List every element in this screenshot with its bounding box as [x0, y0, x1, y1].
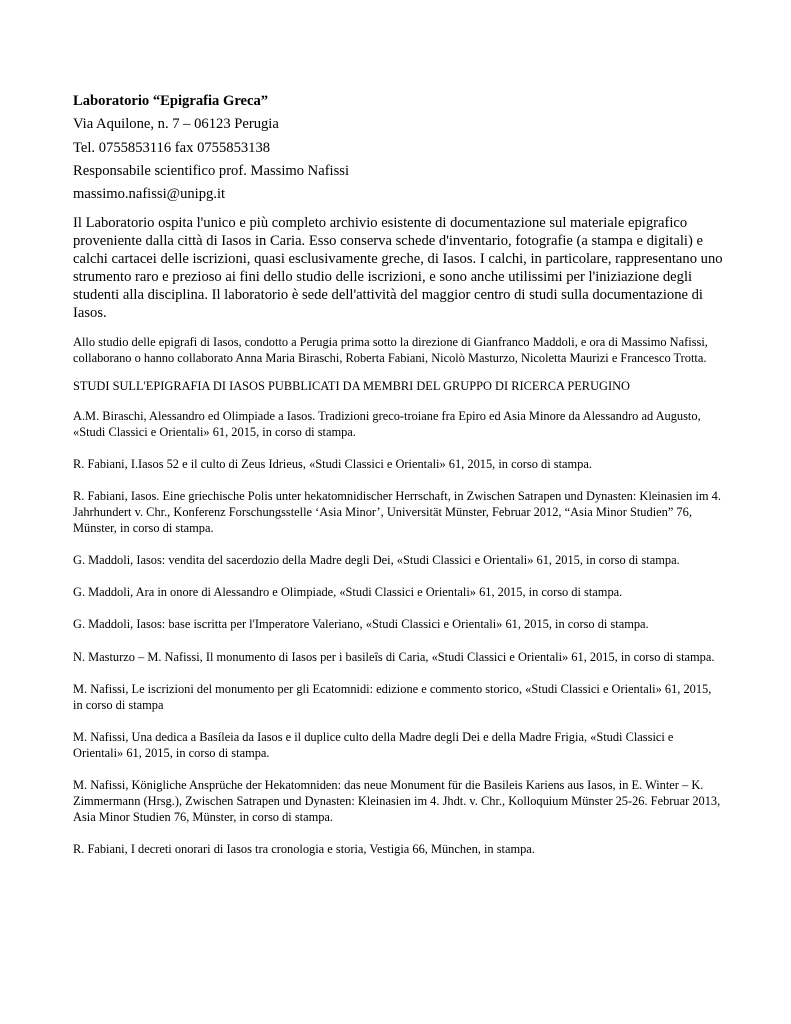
- publication-item: G. Maddoli, Iasos: base iscritta per l'Imperatore Valeriano, «Studi Classici e Orientali» 61, 2015, in corso di stampa.: [73, 617, 649, 632]
- publication-item: R. Fabiani, I decreti onorari di Iasos tra cronologia e storia, Vestigia 66, München, in stampa.: [73, 842, 535, 857]
- publication-item: M. Nafissi, Königliche Ansprüche der Hekatomniden: das neue Monument für die Basileis Kariens aus Iasos, in E. Winter – K. Zimmermann (Hrsg.), Zwischen Satrapen und Dynasten: Kleinasien im 4. Jhdt. v. Chr., Kolloquium Münster 25-26. Februar 2013, Asia Minor Studien 76, Münster, in corso di stampa.: [73, 778, 721, 825]
- publications-list: [73, 408, 723, 858]
- publication-item: N. Masturzo – M. Nafissi, Il monumento di Iasos per i basileîs di Caria, «Studi Classici e Orientali» 61, 2015, in corso di stampa.: [73, 649, 715, 664]
- publication-item: R. Fabiani, I.Iasos 52 e il culto di Zeus Idrieus, «Studi Classici e Orientali» 61, 2015, in corso di stampa.: [73, 456, 592, 471]
- lab-responsible: Responsabile scientifico prof. Massimo Nafissi: [73, 162, 350, 179]
- lab-phone: Tel. 0755853116 fax 0755853138: [73, 139, 271, 156]
- collaborators-paragraph: Allo studio delle epigrafi di Iasos, condotto a Perugia prima sotto la direzione di Gianfranco Maddoli, e ora di Massimo Nafissi, collaborano o hanno collaborato Anna Maria Biraschi, Roberta Fabiani, Nicolò Masturzo, Nicoletta Maurizi e Francesco Trotta.: [73, 334, 708, 365]
- publication-item: G. Maddoli, Iasos: vendita del sacerdozio della Madre degli Dei, «Studi Classici e Orientali» 61, 2015, in corso di stampa.: [73, 553, 680, 568]
- intro-paragraph: Il Laboratorio ospita l'unico e più completo archivio esistente di documentazione sul materiale epigrafico proveniente dalla città di Iasos in Caria. Esso conserva schede d'inventario, fotografie (a stampa e digitali) e calchi cartacei delle iscrizioni, quasi esclusivamente greche, di Iasos. I calchi, in particolare, rappresentano uno strumento raro e prezioso ai fini dello studio delle iscrizioni, e sono anche utilissimi per l'iniziazione degli studenti alla disciplina. Il laboratorio è sede dell'attività del maggior centro di studi sulla documentazione di Iasos.: [73, 215, 723, 322]
- publications-heading: STUDI SULL'EPIGRAFIA DI IASOS PUBBLICATI DA MEMBRI DEL GRUPPO DI RICERCA PERUGINO: [73, 379, 630, 394]
- publication-item: A.M. Biraschi, Alessandro ed Olimpiade a Iasos. Tradizioni greco-troiane fra Epiro ed Asia Minore da Alessandro ad Augusto, «Studi Classici e Orientali» 61, 2015, in corso di stampa.: [73, 408, 701, 439]
- publication-item: R. Fabiani, Iasos. Eine griechische Polis unter hekatomnidischer Herrschaft, in Zwischen Satrapen und Dynasten: Kleinasien im 4. Jahrhundert v. Chr., Konferenz Forschungsstelle ‘Asia Minor’, Universität Münster, Februar 2012, “Asia Minor Studien” 76, Münster, in corso di stampa.: [73, 488, 721, 536]
- publication-item: M. Nafissi, Una dedica a Basíleia da Iasos e il duplice culto della Madre degli Dei e della Madre Frigia, «Studi Classici e Orientali» 61, 2015, in corso di stampa.: [73, 729, 674, 760]
- lab-contact-block: [73, 90, 723, 206]
- document-page: [73, 90, 723, 857]
- lab-address: Via Aquilone, n. 7 – 06123 Perugia: [73, 116, 279, 133]
- lab-title: Laboratorio “Epigrafia Greca”: [73, 93, 269, 109]
- publication-item: M. Nafissi, Le iscrizioni del monumento per gli Ecatomnidi: edizione e commento storico, «Studi Classici e Orientali» 61, 2015, in corso di stampa: [73, 681, 712, 712]
- lab-email: massimo.nafissi@unipg.it: [73, 186, 226, 203]
- publication-item: G. Maddoli, Ara in onore di Alessandro e Olimpiade, «Studi Classici e Orientali» 61, 2015, in corso di stampa.: [73, 585, 623, 600]
